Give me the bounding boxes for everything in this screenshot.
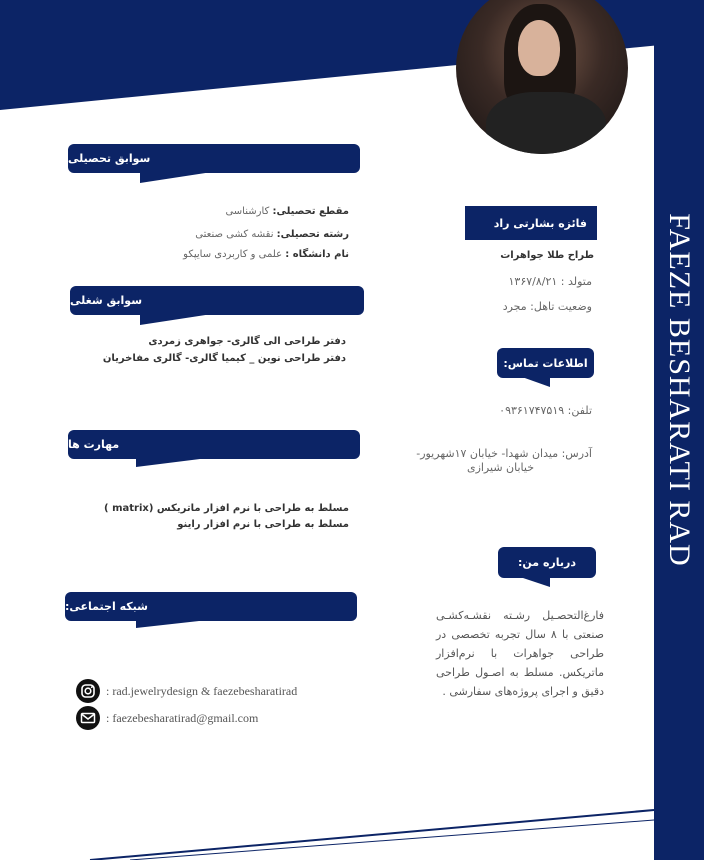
contact-address: آدرس: میدان شهدا- خیابان ۱۷شهریور-	[416, 447, 592, 460]
email-icon[interactable]	[76, 706, 100, 730]
work-heading	[70, 286, 364, 315]
skills-title: مهارت ها	[68, 438, 120, 451]
ribbon-tail	[136, 458, 208, 467]
skill-item: مسلط به طراحی با نرم افزار ماتریکس (matrix )	[104, 503, 349, 514]
ribbon-tail	[140, 314, 212, 325]
ribbon-tail	[136, 620, 208, 628]
contact-address-line2: خیابان شیرازی	[466, 461, 534, 474]
ribbon-tail	[522, 377, 550, 387]
marital-status: وضعیت تاهل: مجرد	[502, 300, 592, 313]
instagram-icon[interactable]	[76, 679, 100, 703]
social-title: شبکه اجتماعی:	[65, 600, 148, 613]
work-title: سوابق شغلی	[70, 294, 143, 307]
work-item: دفتر طراحی نوین _ کیمیا گالری- گالری مفاخریان	[102, 353, 346, 364]
job-title: طراح طلا جواهرات	[500, 250, 594, 261]
vertical-name: FAEZE BESHARATI RAD	[663, 213, 696, 567]
bottom-decor-lines	[0, 780, 704, 860]
birth-date: متولد : ۱۳۶۷/۸/۲۱	[508, 275, 592, 288]
education-title: سوابق تحصیلی	[68, 152, 151, 165]
instagram-handle[interactable]: : rad.jewelrydesign & faezebesharatirad	[106, 684, 298, 698]
contact-heading	[497, 348, 594, 378]
contact-phone: تلفن: ۰۹۳۶۱۷۴۷۵۱۹	[499, 404, 592, 417]
about-heading	[498, 547, 596, 578]
skill-item: مسلط به طراحی با نرم افزار راینو	[177, 519, 349, 530]
about-text: فارغ‌التحصـیل رشـته نقشـه‌کشـی صنعتی با ۸ سال تجربه تخصصی در طراحی جواهرات با نرم‌افزار ماتریکس. مسلط به اصـول طراحی دقیق و اجرای پروژه‌های سفارشی .	[436, 609, 604, 698]
full-name: فائزه بشارتی راد	[493, 216, 587, 230]
social-heading	[65, 592, 357, 621]
profile-photo	[456, 0, 628, 154]
education-degree: مقطع تحصیلی: کارشناسی	[225, 206, 349, 217]
education-university: نام دانشگاه : علمی و کاربردی سایپکو	[183, 249, 349, 260]
ribbon-tail	[520, 577, 550, 587]
email-address[interactable]: : faezebesharatirad@gmail.com	[106, 711, 259, 725]
skills-heading	[68, 430, 360, 459]
education-heading	[68, 144, 360, 173]
name-box	[465, 206, 597, 240]
about-title: درباره من:	[518, 556, 577, 569]
contact-title: اطلاعات تماس:	[503, 356, 588, 370]
education-field: رشته تحصیلی: نقشه کشی صنعتی	[195, 229, 349, 240]
work-item: دفتر طراحی الی گالری- جواهری زمردی	[148, 336, 346, 347]
ribbon-tail	[140, 172, 212, 183]
